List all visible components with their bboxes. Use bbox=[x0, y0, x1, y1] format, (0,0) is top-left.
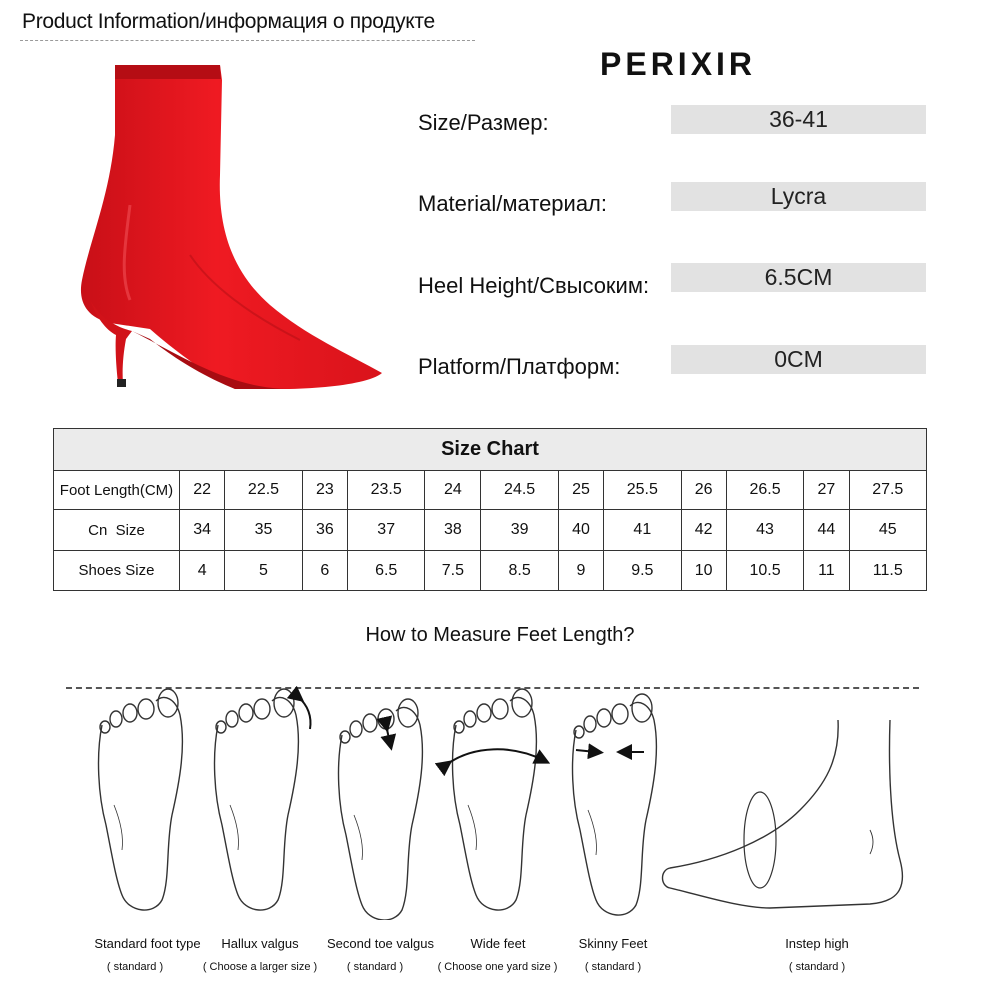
caption-skinny-feet: Skinny Feet bbox=[578, 936, 648, 951]
spec-heel-height-label: Heel Height/Свысоким: bbox=[418, 273, 650, 298]
table-cell: 27.5 bbox=[849, 471, 926, 510]
table-cell: 24 bbox=[425, 471, 481, 510]
table-cell: 44 bbox=[804, 510, 849, 551]
note-second-toe-valgus: ( standard ) bbox=[346, 961, 404, 973]
table-row bbox=[54, 471, 927, 510]
note-standard-foot: ( standard ) bbox=[106, 961, 164, 973]
table-cell: 11.5 bbox=[849, 551, 926, 591]
table-cell: 34 bbox=[180, 510, 225, 551]
note-wide-feet: ( Choose one yard size ) bbox=[437, 961, 558, 973]
page-header-title: Product Information/информация о продукте bbox=[22, 10, 435, 33]
caption-wide-feet: Wide feet bbox=[470, 936, 526, 951]
table-cell: 23 bbox=[302, 471, 347, 510]
skinny-feet-foot-icon bbox=[573, 694, 657, 915]
table-cell: 41 bbox=[604, 510, 681, 551]
table-row bbox=[54, 551, 927, 591]
size-chart-table bbox=[53, 428, 927, 591]
table-row bbox=[54, 510, 927, 551]
instep-high-foot-icon bbox=[663, 720, 903, 908]
table-cell: 43 bbox=[726, 510, 803, 551]
table-cell: 38 bbox=[425, 510, 481, 551]
spec-size-label: Size/Размер: bbox=[418, 110, 549, 135]
table-cell: 6.5 bbox=[347, 551, 424, 591]
spec-platform-value: 0CM bbox=[671, 345, 926, 374]
table-cell: 22.5 bbox=[225, 471, 302, 510]
spec-size-value: 36-41 bbox=[671, 105, 926, 134]
table-cell: 11 bbox=[804, 551, 849, 591]
table-cell: 39 bbox=[481, 510, 558, 551]
table-cell: 22 bbox=[180, 471, 225, 510]
wide-feet-foot-icon bbox=[446, 689, 543, 910]
spec-material-label: Material/материал: bbox=[418, 191, 608, 216]
caption-second-toe-valgus: Second toe valgus bbox=[327, 936, 434, 951]
table-cell: 23.5 bbox=[347, 471, 424, 510]
table-cell: 9.5 bbox=[604, 551, 681, 591]
table-cell: 9 bbox=[558, 551, 603, 591]
table-cell: 8.5 bbox=[481, 551, 558, 591]
header-divider bbox=[20, 40, 475, 41]
measure-section-title: How to Measure Feet Length? bbox=[365, 624, 635, 646]
table-cell: 25.5 bbox=[604, 471, 681, 510]
row-header-foot-length: Foot Length(CM) bbox=[54, 471, 180, 510]
table-cell: 4 bbox=[180, 551, 225, 591]
second-toe-valgus-foot-icon bbox=[339, 699, 423, 920]
row-header-cn-size: Cn Size bbox=[54, 510, 180, 551]
table-cell: 7.5 bbox=[425, 551, 481, 591]
row-header-shoes-size: Shoes Size bbox=[54, 551, 180, 591]
table-cell: 40 bbox=[558, 510, 603, 551]
standard-foot-icon bbox=[99, 689, 183, 910]
table-cell: 6 bbox=[302, 551, 347, 591]
caption-instep-high: Instep high bbox=[785, 936, 849, 951]
hallux-valgus-foot-icon bbox=[215, 689, 311, 910]
table-cell: 26 bbox=[681, 471, 726, 510]
table-cell: 25 bbox=[558, 471, 603, 510]
red-sock-boot-image bbox=[60, 55, 400, 400]
table-cell: 27 bbox=[804, 471, 849, 510]
table-cell: 36 bbox=[302, 510, 347, 551]
table-cell: 5 bbox=[225, 551, 302, 591]
table-cell: 42 bbox=[681, 510, 726, 551]
caption-hallux-valgus: Hallux valgus bbox=[221, 936, 299, 951]
note-instep-high: ( standard ) bbox=[788, 961, 846, 973]
note-skinny-feet: ( standard ) bbox=[584, 961, 642, 973]
table-cell: 26.5 bbox=[726, 471, 803, 510]
size-chart-title: Size Chart bbox=[54, 429, 927, 471]
spec-material-value: Lycra bbox=[671, 182, 926, 211]
table-cell: 10 bbox=[681, 551, 726, 591]
table-cell: 37 bbox=[347, 510, 424, 551]
table-cell: 24.5 bbox=[481, 471, 558, 510]
note-hallux-valgus: ( Choose a larger size ) bbox=[202, 961, 318, 973]
table-cell: 45 bbox=[849, 510, 926, 551]
spec-platform-label: Platform/Платформ: bbox=[418, 354, 621, 379]
brand-name: PERIXIR bbox=[600, 46, 757, 82]
table-cell: 10.5 bbox=[726, 551, 803, 591]
caption-standard-foot: Standard foot type bbox=[94, 936, 201, 951]
table-cell: 35 bbox=[225, 510, 302, 551]
foot-type-illustrations bbox=[60, 680, 940, 920]
spec-heel-height-value: 6.5CM bbox=[671, 263, 926, 292]
